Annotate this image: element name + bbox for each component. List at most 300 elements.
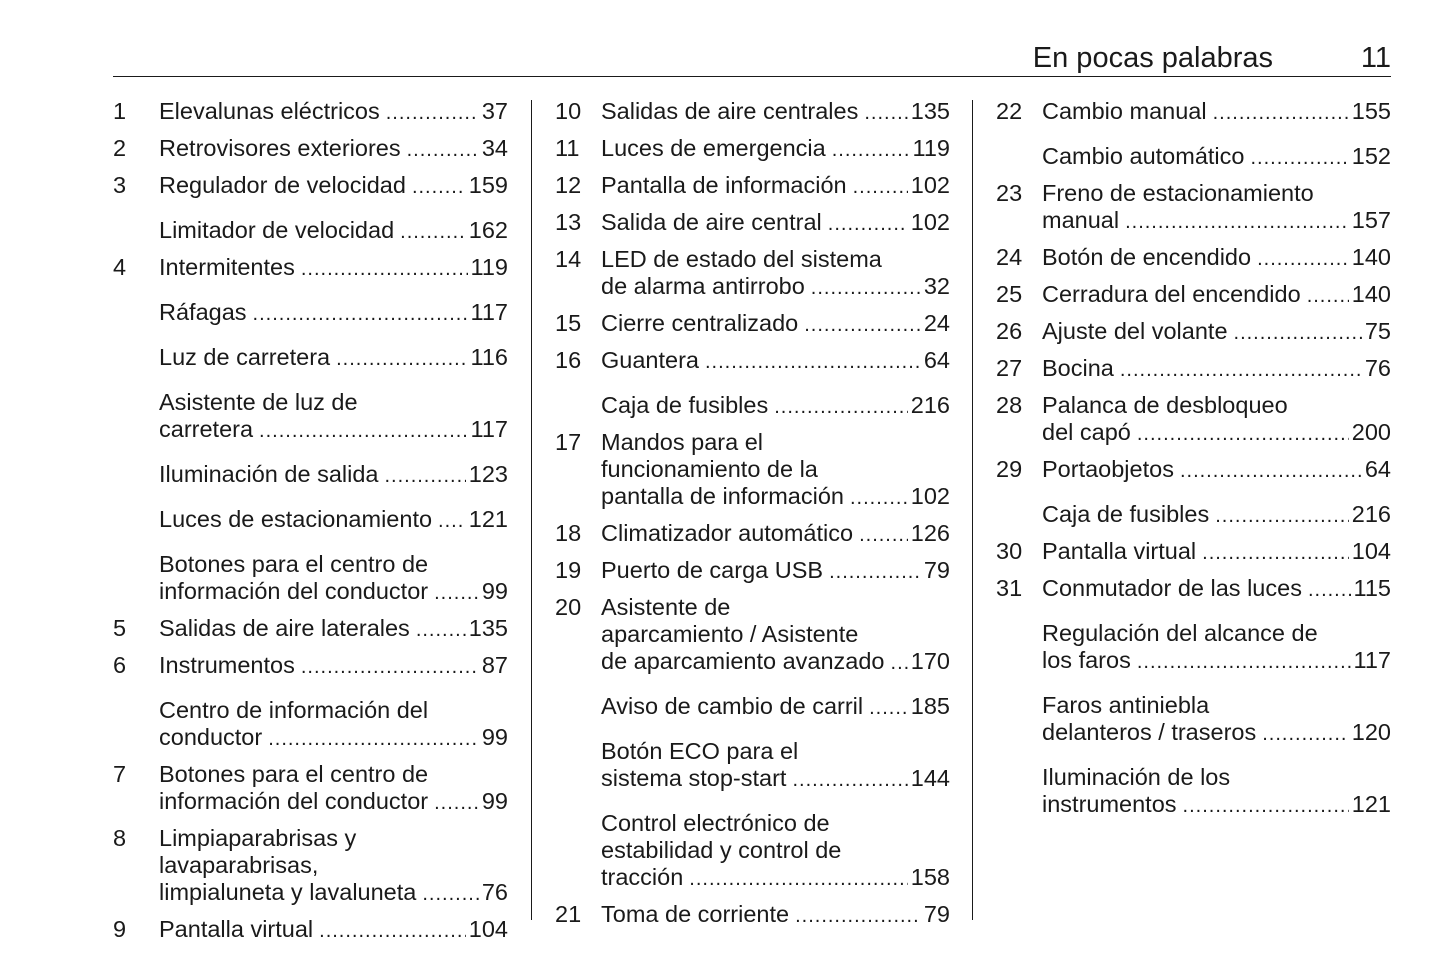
entry-text: Luz de carretera (159, 344, 331, 370)
entry-body (159, 299, 508, 328)
entry-number: 7 (113, 761, 127, 787)
entry-page-number: 126 (910, 520, 950, 546)
entry-page-number: 64 (1364, 456, 1391, 482)
entry-text: del capó (1042, 419, 1131, 445)
dot-leader (268, 726, 479, 753)
entry-page-number: 24 (923, 310, 950, 336)
index-entry (555, 135, 950, 164)
entry-number: 30 (996, 538, 1023, 564)
dot-leader (422, 881, 479, 908)
dot-leader (1202, 540, 1349, 567)
index-entry (113, 551, 508, 607)
entry-number: 18 (555, 520, 582, 546)
entry-body (601, 693, 950, 722)
entry-text: conductor (159, 724, 263, 750)
entry-body (601, 392, 950, 421)
dot-leader (1180, 458, 1362, 485)
entry-text: Salidas de aire laterales (159, 615, 410, 641)
dot-leader (386, 100, 479, 127)
entry-number: 23 (996, 180, 1023, 206)
index-entry (996, 538, 1391, 567)
entry-body (601, 557, 950, 586)
entry-body (601, 135, 950, 164)
entry-number: 16 (555, 347, 582, 373)
entry-text: Aviso de cambio de carril (601, 693, 864, 719)
entry-page-number: 76 (1364, 355, 1391, 381)
entry-page-number: 170 (910, 648, 950, 674)
entry-text: Asistente de (601, 594, 731, 620)
entry-page-number: 200 (1351, 419, 1391, 445)
entry-text: Botones para el centro de (159, 551, 429, 577)
entry-text: Asistente de luz de (159, 389, 358, 415)
entry-body (1042, 281, 1391, 310)
entry-last-line (159, 98, 508, 127)
page-header (113, 40, 1391, 77)
dot-leader (829, 559, 921, 586)
entry-last-line (1042, 456, 1391, 485)
entry-page-number: 99 (481, 724, 508, 750)
index-entry (555, 392, 950, 421)
entry-last-line (159, 652, 508, 681)
index-entry (113, 697, 508, 753)
entry-text: carretera (159, 416, 254, 442)
dot-leader (336, 346, 467, 373)
entry-body (1042, 318, 1391, 347)
entry-text: Iluminación de salida (159, 461, 379, 487)
dot-leader (301, 654, 479, 681)
entry-last-line (601, 98, 950, 127)
entry-text: Mandos para el (601, 429, 763, 455)
entry-number (113, 697, 159, 753)
dot-leader (1257, 246, 1349, 273)
entry-body (601, 810, 950, 893)
dot-leader (891, 650, 908, 677)
entry-last-line (601, 209, 950, 238)
entry-text: Pantalla de información (601, 172, 847, 198)
entry-page-number: 140 (1351, 244, 1391, 270)
index-entry (113, 761, 508, 817)
dot-leader (689, 866, 907, 893)
entry-page-number: 115 (1353, 575, 1391, 601)
entry-last-line (601, 648, 950, 677)
entry-number: 29 (996, 456, 1023, 482)
entry-last-line (159, 506, 508, 535)
entry-body (159, 172, 508, 201)
entry-text: Climatizador automático (601, 520, 854, 546)
dot-leader (832, 137, 910, 164)
entry-page-number: 157 (1351, 207, 1391, 233)
entry-last-line (159, 916, 508, 945)
entry-number: 13 (555, 209, 582, 235)
index-entry (996, 180, 1391, 236)
entry-last-line (601, 392, 950, 421)
dot-leader (792, 767, 907, 794)
entry-text: Conmutador de las luces (1042, 575, 1302, 601)
index-entry (113, 615, 508, 644)
entry-body (159, 551, 508, 607)
index-entry (996, 281, 1391, 310)
dot-leader (864, 100, 907, 127)
entry-last-line (159, 254, 508, 283)
entry-number (555, 392, 601, 421)
entry-body (159, 344, 508, 373)
index-entry (996, 318, 1391, 347)
entry-number (113, 217, 159, 246)
entry-number: 1 (113, 98, 127, 124)
entry-page-number: 117 (1353, 647, 1391, 673)
index-entry (555, 246, 950, 302)
entry-last-line (1042, 244, 1391, 273)
dot-leader (434, 580, 479, 607)
entry-body (1042, 501, 1391, 530)
index-entry (113, 172, 508, 201)
entry-last-line (601, 765, 950, 794)
entry-number: 17 (555, 429, 582, 455)
entry-last-line (159, 416, 508, 445)
page-number: 11 (1360, 42, 1391, 74)
entry-number: 21 (555, 901, 582, 927)
entry-number (113, 299, 159, 328)
entry-text: Palanca de desbloqueo (1042, 392, 1288, 418)
entry-last-line (159, 615, 508, 644)
entry-page-number: 32 (923, 273, 950, 299)
index-entry (113, 461, 508, 490)
entry-body (159, 217, 508, 246)
entry-page-number: 119 (912, 135, 950, 161)
entry-body (1042, 98, 1391, 127)
entry-text: Botón de encendido (1042, 244, 1252, 270)
index-entry (996, 392, 1391, 448)
entry-text: Toma de corriente (601, 901, 790, 927)
entry-last-line (159, 299, 508, 328)
entry-last-line (1042, 281, 1391, 310)
index-entry (555, 98, 950, 127)
entry-text: Luces de emergencia (601, 135, 826, 161)
entry-page-number: 75 (1364, 318, 1391, 344)
entry-text: Faros antiniebla (1042, 692, 1210, 718)
dot-leader (795, 903, 921, 930)
entry-text: Luces de estacionamiento (159, 506, 433, 532)
entry-last-line (601, 483, 950, 512)
entry-text: Limitador de velocidad (159, 217, 395, 243)
entry-page-number: 155 (1351, 98, 1391, 124)
index-entry (555, 520, 950, 549)
index-entry (996, 501, 1391, 530)
entry-number (996, 620, 1042, 676)
index-entry (996, 692, 1391, 748)
entry-text: Ajuste del volante (1042, 318, 1228, 344)
dot-leader (705, 349, 921, 376)
entry-text: manual (1042, 207, 1120, 233)
dot-leader (1137, 649, 1351, 676)
entry-number: 10 (555, 98, 582, 124)
entry-last-line (601, 273, 950, 302)
index-entry (555, 172, 950, 201)
entry-number (555, 810, 601, 893)
entry-body (159, 697, 508, 753)
index-entry (113, 344, 508, 373)
entry-body (601, 594, 950, 677)
index-entry (113, 299, 508, 328)
entry-text: Botón ECO para el (601, 738, 799, 764)
entry-page-number: 120 (1351, 719, 1391, 745)
entry-page-number: 162 (468, 217, 508, 243)
index-entry (996, 98, 1391, 127)
dot-leader (253, 301, 468, 328)
entry-page-number: 76 (481, 879, 508, 905)
entry-text: Limpiaparabrisas y (159, 825, 357, 851)
entry-last-line (601, 520, 950, 549)
entry-number: 31 (996, 575, 1023, 601)
entry-body (601, 738, 950, 794)
entry-body (1042, 392, 1391, 448)
entry-body (1042, 143, 1391, 172)
entry-page-number: 144 (910, 765, 950, 791)
entry-last-line (601, 135, 950, 164)
entry-text: Caja de fusibles (601, 392, 769, 418)
dot-leader (319, 918, 466, 945)
entry-body (601, 310, 950, 339)
index-entry (555, 693, 950, 722)
dot-leader (400, 219, 466, 246)
entry-text: instrumentos (1042, 791, 1177, 817)
entry-page-number: 87 (481, 652, 508, 678)
entry-page-number: 152 (1351, 143, 1391, 169)
entry-body (159, 916, 508, 945)
index-entry (113, 254, 508, 283)
entry-text: Bocina (1042, 355, 1114, 381)
entry-number: 14 (555, 246, 582, 272)
entry-text: lavaparabrisas, (159, 852, 319, 878)
entry-body (601, 172, 950, 201)
dot-leader (1125, 209, 1349, 236)
index-entry (996, 244, 1391, 273)
entry-text: Puerto de carga USB (601, 557, 824, 583)
column-divider-1 (531, 100, 532, 920)
entry-page-number: 185 (910, 693, 950, 719)
entry-number: 19 (555, 557, 582, 583)
index-entry (113, 389, 508, 445)
dot-leader (828, 211, 908, 238)
entry-number: 2 (113, 135, 127, 161)
entry-number: 26 (996, 318, 1023, 344)
index-entry (113, 98, 508, 127)
entry-page-number: 104 (468, 916, 508, 942)
entry-body (1042, 456, 1391, 485)
entry-page-number: 123 (468, 461, 508, 487)
index-entry (996, 143, 1391, 172)
entry-text: Control electrónico de (601, 810, 830, 836)
dot-leader (1213, 100, 1349, 127)
entry-body (601, 901, 950, 930)
entry-text: Centro de información del (159, 697, 429, 723)
entry-page-number: 135 (910, 98, 950, 124)
index-entry (555, 209, 950, 238)
entry-text: delanteros / traseros (1042, 719, 1257, 745)
entry-text: Cambio manual (1042, 98, 1207, 124)
index-entry (555, 810, 950, 893)
entry-number: 11 (555, 135, 580, 161)
entry-number: 28 (996, 392, 1023, 418)
entry-text: Pantalla virtual (159, 916, 314, 942)
entry-body (159, 615, 508, 644)
entry-text: funcionamiento de la (601, 456, 818, 482)
dot-leader (774, 394, 908, 421)
dot-leader (412, 174, 466, 201)
index-entry (555, 429, 950, 512)
entry-number (113, 551, 159, 607)
entry-text: pantalla de información (601, 483, 844, 509)
entry-body (601, 209, 950, 238)
entry-text: Cierre centralizado (601, 310, 799, 336)
entry-text: Ráfagas (159, 299, 247, 325)
entry-number: 9 (113, 916, 127, 942)
entry-text: Retrovisores exteriores (159, 135, 401, 161)
index-entry (113, 506, 508, 535)
entry-last-line (1042, 791, 1391, 820)
entry-last-line (159, 578, 508, 607)
entry-number: 5 (113, 615, 127, 641)
index-entry (555, 738, 950, 794)
entry-number (555, 693, 601, 722)
entry-page-number: 116 (470, 344, 508, 370)
entry-text: Regulador de velocidad (159, 172, 406, 198)
dot-leader (1234, 320, 1362, 347)
entry-number: 22 (996, 98, 1023, 124)
entry-number: 8 (113, 825, 127, 851)
entry-number (113, 461, 159, 490)
dot-leader (1137, 421, 1349, 448)
entry-text: Guantera (601, 347, 699, 373)
entry-last-line (1042, 538, 1391, 567)
index-entry (555, 310, 950, 339)
entry-text: de alarma antirrobo (601, 273, 805, 299)
entry-number: 20 (555, 594, 582, 620)
entry-text: tracción (601, 864, 684, 890)
entry-page-number: 117 (470, 416, 508, 442)
entry-last-line (1042, 719, 1391, 748)
entry-page-number: 158 (910, 864, 950, 890)
entry-text: estabilidad y control de (601, 837, 842, 863)
entry-body (601, 246, 950, 302)
entry-number: 25 (996, 281, 1023, 307)
entry-last-line (159, 172, 508, 201)
entry-page-number: 99 (481, 788, 508, 814)
entry-body (1042, 180, 1391, 236)
dot-leader (804, 312, 921, 339)
entry-body (159, 506, 508, 535)
entry-last-line (1042, 501, 1391, 530)
dot-leader (1120, 357, 1362, 384)
index-entry (996, 575, 1391, 604)
entry-last-line (1042, 575, 1391, 604)
index-entry (555, 557, 950, 586)
entry-number: 15 (555, 310, 582, 336)
dot-leader (384, 463, 465, 490)
entry-number (996, 764, 1042, 820)
entry-body (601, 520, 950, 549)
entry-text: Portaobjetos (1042, 456, 1174, 482)
entry-number: 24 (996, 244, 1023, 270)
entry-last-line (601, 901, 950, 930)
page-title: En pocas palabras (1032, 42, 1273, 74)
entry-text: Instrumentos (159, 652, 295, 678)
dot-leader (869, 695, 908, 722)
dot-leader (850, 485, 908, 512)
index-entry (996, 764, 1391, 820)
entry-last-line (1042, 143, 1391, 172)
entry-page-number: 34 (481, 135, 508, 161)
entry-number: 4 (113, 254, 127, 280)
entry-last-line (1042, 419, 1391, 448)
entry-number (113, 389, 159, 445)
entry-page-number: 102 (910, 483, 950, 509)
entry-body (159, 761, 508, 817)
entry-page-number: 121 (468, 506, 508, 532)
index-column-3 (996, 98, 1391, 828)
entry-last-line (601, 864, 950, 893)
index-entry (113, 217, 508, 246)
entry-number (113, 344, 159, 373)
entry-last-line (159, 344, 508, 373)
entry-text: Caja de fusibles (1042, 501, 1210, 527)
entry-text: Salida de aire central (601, 209, 822, 235)
entry-last-line (159, 217, 508, 246)
dot-leader (811, 275, 921, 302)
entry-last-line (601, 310, 950, 339)
entry-number: 27 (996, 355, 1023, 381)
dot-leader (1308, 577, 1351, 604)
entry-body (1042, 575, 1391, 604)
dot-leader (301, 256, 468, 283)
entry-body (159, 135, 508, 164)
entry-body (1042, 620, 1391, 676)
dot-leader (1215, 503, 1349, 530)
entry-page-number: 119 (470, 254, 508, 280)
dot-leader (438, 508, 466, 535)
dot-leader (259, 418, 467, 445)
entry-page-number: 102 (910, 172, 950, 198)
entry-text: Iluminación de los (1042, 764, 1231, 790)
entry-body (1042, 538, 1391, 567)
dot-leader (853, 174, 908, 201)
entry-page-number: 135 (468, 615, 508, 641)
entry-body (601, 98, 950, 127)
column-divider-2 (972, 100, 973, 920)
entry-body (159, 98, 508, 127)
entry-number: 3 (113, 172, 127, 198)
dot-leader (434, 790, 479, 817)
entry-number (555, 738, 601, 794)
index-entry (996, 456, 1391, 485)
entry-page-number: 64 (923, 347, 950, 373)
dot-leader (1262, 721, 1349, 748)
entry-last-line (601, 172, 950, 201)
entry-page-number: 99 (481, 578, 508, 604)
index-entry (113, 825, 508, 908)
entry-body (601, 347, 950, 376)
entry-last-line (159, 135, 508, 164)
dot-leader (1307, 283, 1349, 310)
entry-text: Regulación del alcance de (1042, 620, 1318, 646)
index-entry (113, 135, 508, 164)
entry-text: información del conductor (159, 578, 429, 604)
entry-text: Cambio automático (1042, 143, 1245, 169)
entry-page-number: 140 (1351, 281, 1391, 307)
entry-page-number: 216 (1351, 501, 1391, 527)
entry-last-line (159, 724, 508, 753)
entry-page-number: 117 (470, 299, 508, 325)
